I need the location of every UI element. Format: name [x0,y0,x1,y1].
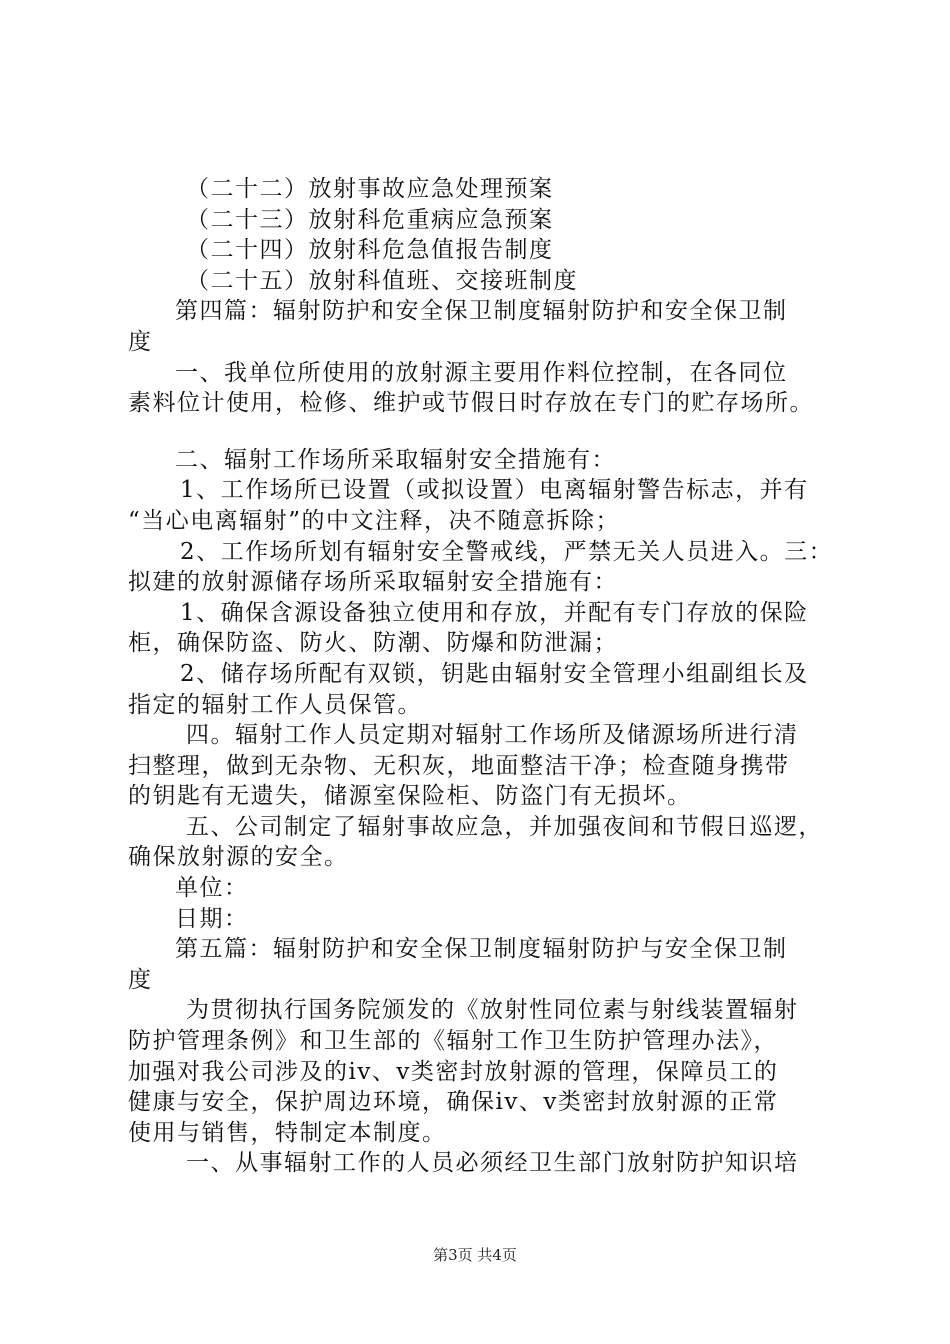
text-line: 使用与销售，特制定本制度。 [128,1119,447,1146]
text-line: 1、工作场所已设置（或拟设置）电离辐射警告标志，并有 [180,477,809,504]
text-line: “当心电离辐射”的中文注释，决不随意拆除； [128,507,621,534]
paragraph-gap [128,419,833,445]
text-line: 指定的辐射工作人员保管。 [128,691,422,718]
text-line: 五、公司制定了辐射事故应急，并加强夜间和节假日巡逻， [186,813,823,840]
text-line: 的钥匙有无遗失，储源室保险柜、防盗门有无损坏。 [128,783,692,810]
text-line: 确保放射源的安全。 [128,844,349,871]
document-body [128,174,833,1179]
text-line: 1、确保含源设备独立使用和存放，并配有专门存放的保险 [180,599,809,626]
section-heading: 第四篇：辐射防护和安全保卫制度辐射防护和安全保卫制 [175,298,788,325]
section-heading-continued: 度 [128,966,153,993]
text-line: （二十五）放射科值班、交接班制度 [186,267,578,294]
text-line: 一、我单位所使用的放射源主要用作料位控制，在各同位 [175,359,788,386]
text-line: （二十三）放射科危重病应急预案 [186,206,554,233]
text-line: （二十二）放射事故应急处理预案 [186,176,554,202]
text-line: 加强对我公司涉及的iv、v类密封放射源的管理，保障员工的 [128,1058,779,1085]
text-line: 素料位计使用，检修、维护或节假日时存放在专门的贮存场所。 [128,390,814,417]
text-line: 拟建的放射源储存场所采取辐射安全措施有： [128,569,618,596]
text-line: 为贯彻执行国务院颁发的《放射性同位素与射线装置辐射 [186,997,799,1024]
text-line: 扫整理，做到无杂物、无积灰，地面整洁干净；检查随身携带 [128,752,790,779]
text-line: （二十四）放射科危急值报告制度 [186,237,554,264]
unit-label: 单位： [175,875,249,902]
section-heading-continued: 度 [128,328,153,355]
page-number-footer: 第3页 共4页 [433,1246,517,1264]
text-line: 一、从事辐射工作的人员必须经卫生部门放射防护知识培 [186,1150,799,1177]
text-line: 防护管理条例》和卫生部的《辐射工作卫生防护管理办法》， [128,1028,778,1055]
text-line: 健康与安全，保护周边环境，确保iv、v类密封放射源的正常 [128,1089,779,1116]
text-line: 2、储存场所配有双锁，钥匙由辐射安全管理小组副组长及 [180,660,809,687]
text-line: 四。辐射工作人员定期对辐射工作场所及储源场所进行清 [186,722,799,749]
date-label: 日期： [175,905,249,932]
section-heading: 第五篇：辐射防护和安全保卫制度辐射防护与安全保卫制 [175,936,788,963]
text-line: 柜，确保防盗、防火、防潮、防爆和防泄漏； [128,630,618,657]
text-line: 二、辐射工作场所采取辐射安全措施有： [175,446,616,473]
text-line: 2、工作场所划有辐射安全警戒线，严禁无关人员进入。三： [180,538,834,565]
